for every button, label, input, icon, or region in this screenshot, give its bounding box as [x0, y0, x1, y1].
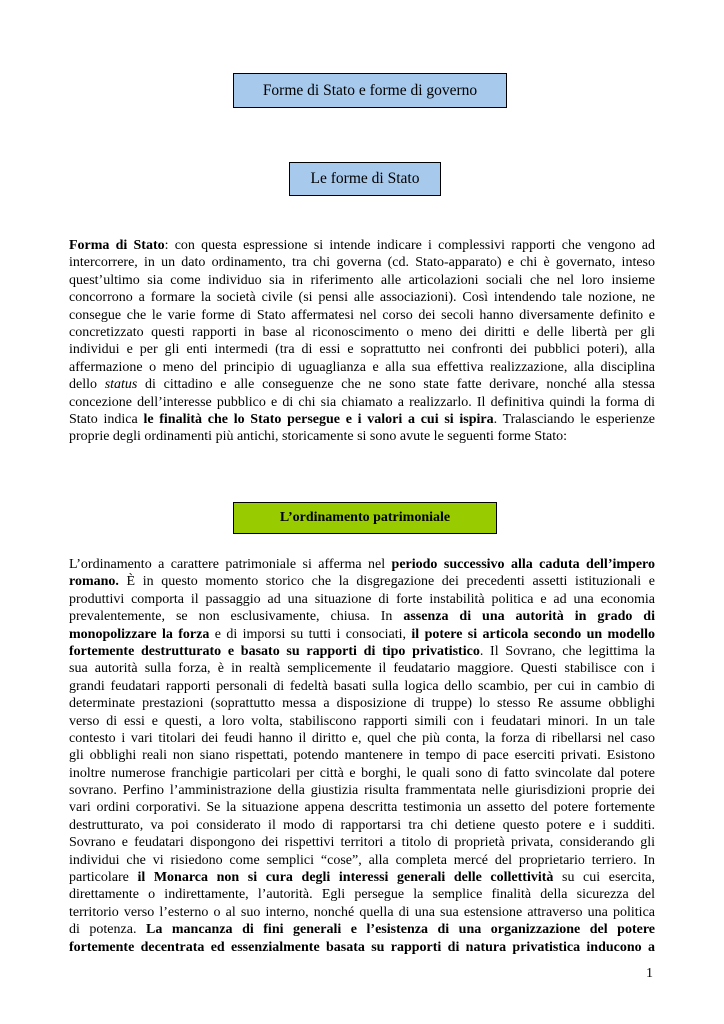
text-line	[69, 921, 655, 938]
text-line	[69, 411, 655, 428]
section-heading: L’ordinamento patrimoniale	[279, 510, 451, 525]
page-number: 1	[646, 966, 653, 981]
text-run: È in questo momento storico che la disgregazione dei precedenti assetti istituzionali e	[118, 574, 655, 590]
title-box	[233, 73, 507, 108]
paragraph-ordinamento-patrimoniale	[69, 556, 655, 956]
bold-phrase: La mancanza di fini generali e l’esistenza di una organizzazione del potere	[146, 922, 656, 938]
text-line	[69, 237, 655, 254]
text-line: Sovrano e feudatari dispongono dei rispettivi territori a titolo di proprietà privata, considerando gli	[69, 835, 655, 851]
text-line: inoltre numerose franchigie particolari per città e borghi, le quali sono di fatto svincolate dal potere	[69, 765, 655, 781]
bold-phrase: romano.	[69, 574, 119, 590]
subtitle-box	[289, 162, 441, 196]
text-run: su cui esercita,	[553, 870, 656, 886]
bold-phrase: il potere si articola secondo un modello	[411, 626, 655, 642]
bold-term: Forma di Stato	[69, 238, 165, 253]
bold-phrase: fortemente destrutturato e basato su rapporti di tipo privatistico	[69, 643, 480, 659]
text-run: di cittadino e alle conseguenze che ne sono state fatte derivare, nonché alla stessa	[137, 377, 655, 393]
text-line: verso di essi e questi, a loro volta, stabiliscono rapporti simili con i feudatari minori. In un tale	[69, 713, 655, 729]
bold-phrase: assenza di una autorità in grado di	[403, 609, 655, 625]
text-line: direttamente o indirettamente, l’autorità. Egli persegue la semplice finalità della sicurezza del	[69, 887, 655, 903]
text-line: concezione dell’interesse pubblico e di chi sia chiamato a realizzarlo. Il definitiva quindi la forma di	[69, 394, 655, 410]
section-heading-box	[233, 502, 497, 534]
italic-term: status	[104, 377, 138, 393]
text-line: grandi feudatari rapporti personali di fedeltà basati sulla logica dello scambio, per cui in cambio di	[69, 678, 655, 694]
text-line: proprie degli ordinamenti più antichi, storicamente si sono avute le seguenti forme Stato:	[69, 429, 568, 445]
text-line: concorrono a formare la società civile (si pensi alle associazioni). Così intendendo tale nozione, ne	[69, 290, 655, 306]
text-line: consegue che le varie forme di Stato affermatesi nel corso dei secoli hanno diversamente definito e	[69, 307, 655, 323]
text-line: gli obblighi reali non siano rispettati, potendo mantenere in tempo di pace eserciti privati. Esistono	[69, 748, 655, 764]
text-line	[69, 626, 655, 643]
text-line: determinate prestazioni (soprattutto messa a disposizione di truppe) lo stesso Re assume obblighi	[69, 696, 655, 712]
text-line: intercorrere, in un dato ordinamento, tra chi governa (cd. Stato-apparato) e chi è governato, inteso	[69, 255, 655, 271]
text-line: vari ordini corporativi. Se la situazione appena descritta testimonia un assetto del potere fortemente	[69, 800, 655, 816]
text-run: particolare	[69, 870, 138, 886]
text-line: affermazione o meno del principio di uguaglianza e alla sua effettiva realizzazione, alla disciplina	[69, 359, 655, 375]
text-line	[69, 869, 655, 886]
text-line: quest’ultimo sia come individuo sia in riferimento alle articolazioni sociali che nel loro insieme	[69, 272, 655, 288]
text-run: e di imporsi su tutti i consociati,	[209, 626, 412, 642]
text-line	[69, 939, 655, 956]
bold-phrase: periodo successivo alla caduta dell’impero	[391, 557, 655, 572]
document-title: Forme di Stato e forme di governo	[262, 81, 478, 99]
text-line: contesto i vari titolari dei feudi hanno il diritto e, quel che più conta, la forza di ribellarsi nel caso	[69, 730, 655, 746]
section-subtitle: Le forme di Stato	[310, 170, 420, 187]
text-line	[69, 643, 655, 660]
bold-phrase: il Monarca non si cura degli interessi generali delle collettività	[137, 870, 554, 886]
text-run: L’ordinamento a carattere patrimoniale si afferma nel	[69, 557, 392, 572]
text-line: individui e per gli enti intermedi (tra di essi e soprattutto nei confronti dei pubblici poteri), alla	[69, 342, 655, 358]
text-line	[69, 556, 655, 573]
text-line	[69, 376, 655, 393]
text-line	[69, 608, 655, 625]
text-line: sovrano. Perfino l’amministrazione della giustizia risulta frammentata nelle giurisdizioni proprie dei	[69, 783, 655, 799]
text-run: . Tralasciando le esperienze	[493, 411, 655, 427]
text-line: destrutturato, va poi considerato il modo di rapportarsi tra chi detiene questo potere e i sudditi.	[69, 817, 655, 833]
text-run: : con questa espressione si intende indicare i complessivi rapporti che vengono ad	[164, 238, 656, 253]
bold-phrase: le finalità che lo Stato persegue e i valori a cui si ispira	[143, 411, 494, 427]
text-line: individui che vi risiedono come semplici “cose”, alla completa mercé del proprietario terriero. In	[69, 852, 655, 868]
text-run: dello	[69, 377, 105, 393]
paragraph-forma-di-stato	[69, 237, 655, 446]
text-run: Stato indica	[69, 411, 144, 427]
text-run: prevalentemente, se non esclusivamente, chiusa. In	[69, 609, 404, 625]
text-run: di potenza.	[69, 922, 146, 938]
text-line: concretizzato questi rapporti in base al riconoscimento o meno dei diritti e delle libertà per gli	[69, 324, 655, 340]
text-run: . Il Sovrano, che legittima la	[479, 643, 656, 659]
text-line: territorio verso l’esterno o al suo interno, nonché quella di una sua estensione attraverso una politica	[69, 904, 655, 920]
text-line	[69, 573, 655, 590]
bold-phrase: monopolizzare la forza	[69, 626, 210, 642]
text-line: sua autorità sulla forza, è in realtà semplicemente il feudatario maggiore. Questi stabilisce con i	[69, 661, 655, 677]
text-line: produttivi comporta il passaggio ad una situazione di forte instabilità politica e ad una economia	[69, 591, 655, 607]
bold-phrase: fortemente decentrata ed essenzialmente basata su rapporti di natura privatistica inducono a	[69, 939, 655, 955]
